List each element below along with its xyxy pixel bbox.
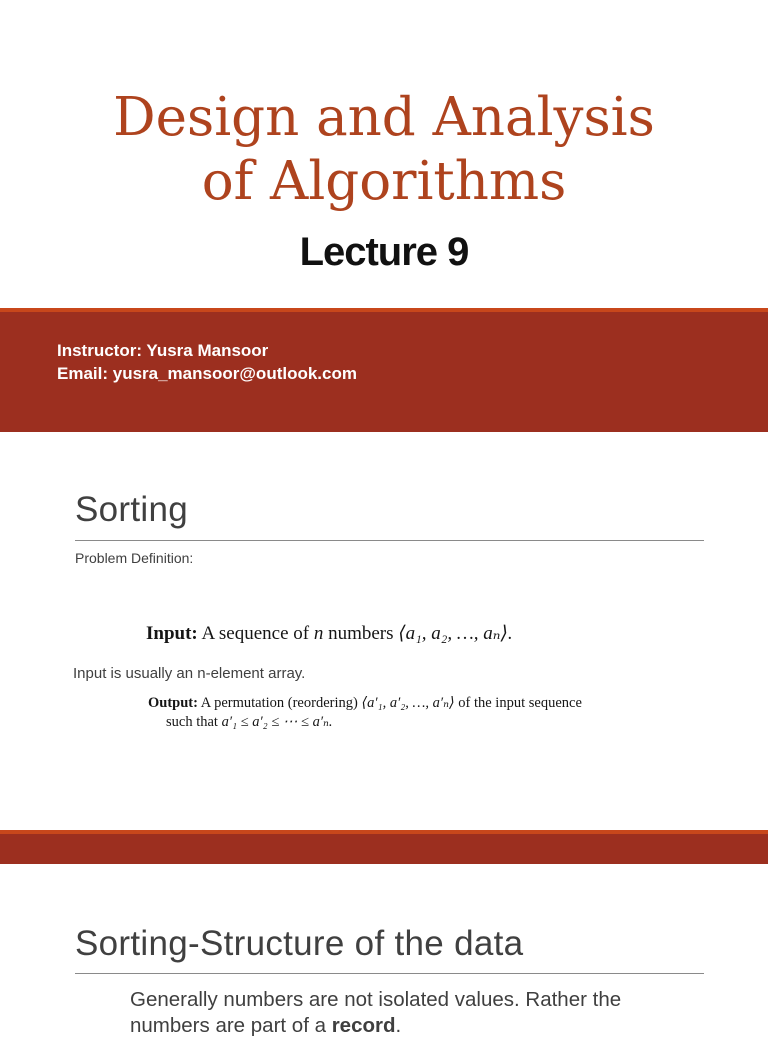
slide-heading: Sorting — [75, 490, 188, 529]
slide-sorting-structure — [0, 864, 768, 1037]
heading-underline — [75, 973, 704, 974]
output-label: Output: — [148, 695, 198, 711]
output-suchthat: such that — [166, 714, 222, 730]
paragraph-line1: Generally numbers are not isolated values. Rather the — [130, 988, 622, 1011]
input-var-n: n — [313, 623, 324, 644]
body-paragraph — [130, 987, 621, 1039]
output-text-before: A permutation (reordering) — [197, 695, 362, 711]
banner-body — [0, 312, 768, 432]
input-label: Input: — [146, 623, 198, 644]
math-output-line2 — [166, 713, 582, 732]
output-inequality: a′₁ ≤ a′₂ ≤ ⋯ ≤ a′ₙ. — [221, 714, 333, 730]
deck-title-line1: Design and Analysis — [113, 87, 655, 148]
lecture-number: Lecture 9 — [299, 230, 469, 274]
output-sequence: ⟨a′₁, a′₂, …, a′ₙ⟩ — [361, 695, 455, 711]
math-output-block — [148, 694, 582, 732]
input-text-after: numbers — [323, 623, 399, 644]
instructor-email: Email: yusra_mansoor@outlook.com — [57, 364, 357, 383]
paragraph-line2 — [130, 1013, 621, 1039]
output-text-after: of the input sequence — [454, 695, 582, 711]
deck-title-line2: of Algorithms — [201, 151, 567, 212]
instructor-banner — [0, 308, 768, 432]
slide-heading: Sorting-Structure of the data — [75, 924, 524, 963]
slide-sorting — [0, 432, 768, 864]
heading-underline — [75, 540, 704, 541]
input-sequence: ⟨a₁, a₂, …, aₙ⟩. — [398, 623, 513, 644]
math-input-line — [146, 622, 513, 645]
record-term: record — [331, 1014, 396, 1037]
math-output-line1 — [148, 694, 582, 713]
problem-definition-label: Problem Definition: — [75, 550, 194, 566]
slide-title-page — [0, 0, 768, 432]
slide-bottom-stripe — [0, 830, 768, 864]
paragraph-line2-text: numbers are part of a — [130, 1014, 332, 1037]
input-text-before: A sequence of — [197, 623, 314, 644]
paragraph-line2-period: . — [395, 1014, 402, 1037]
deck-title — [0, 86, 768, 214]
instructor-name: Instructor: Yusra Mansoor — [57, 341, 269, 360]
stripe-body — [0, 834, 768, 864]
array-note: Input is usually an n-element array. — [73, 665, 306, 682]
